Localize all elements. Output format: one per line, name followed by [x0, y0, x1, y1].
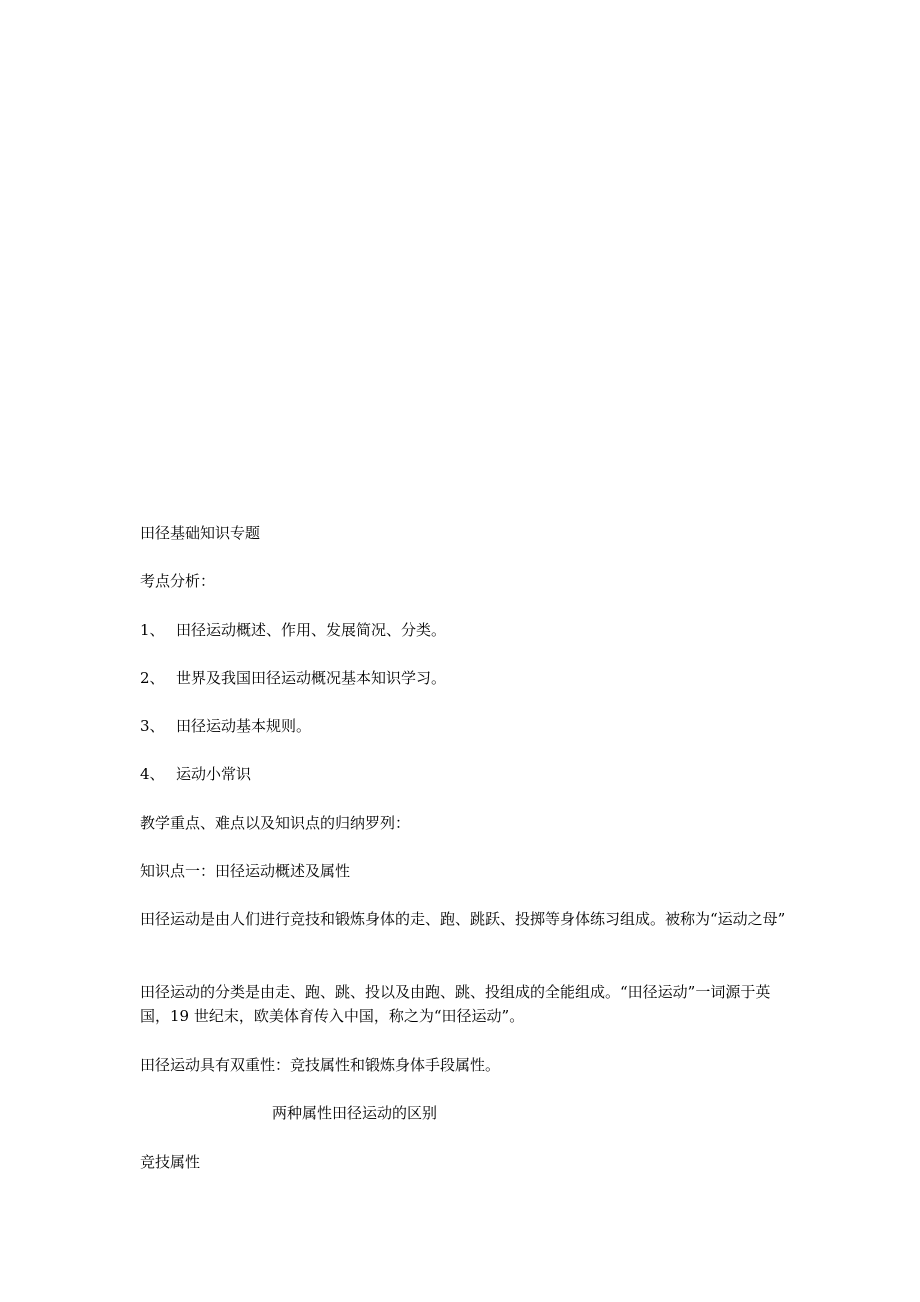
competitive-attribute-label: 竞技属性 [140, 1153, 201, 1171]
paragraph-definition: 田径运动是由人们进行竞技和锻炼身体的走、跑、跳跃、投掷等身体练习组成。被称为“运动之母” [140, 910, 786, 928]
exam-point-text: 田径运动概述、作用、发展简况、分类。 [176, 621, 447, 639]
exam-point-1 [140, 618, 446, 642]
exam-point-number: 2、 [140, 669, 165, 687]
exam-point-text: 运动小常识 [176, 765, 252, 783]
table-caption: 两种属性田径运动的区别 [272, 1104, 438, 1122]
exam-point-text: 田径运动基本规则。 [176, 717, 312, 735]
exam-point-3 [140, 714, 311, 738]
paragraph-dual-nature: 田径运动具有双重性：竞技属性和锻炼身体手段属性。 [140, 1056, 501, 1074]
exam-point-text: 世界及我国田径运动概况基本知识学习。 [176, 669, 447, 687]
exam-points-heading: 考点分析： [140, 572, 216, 590]
teaching-heading: 教学重点、难点以及知识点的归纳罗列： [140, 814, 411, 832]
paragraph-classification: 田径运动的分类是由走、跑、跳、投以及由跑、跳、投组成的全能组成。“田径运动”一词源于英国，19 世纪末，欧美体育传入中国，称之为“田径运动”。 [140, 983, 771, 1025]
document-title: 田径基础知识专题 [140, 524, 261, 542]
exam-point-number: 1、 [140, 621, 165, 639]
exam-point-number: 4、 [140, 765, 165, 783]
exam-point-2 [140, 666, 446, 690]
exam-point-number: 3、 [140, 717, 165, 735]
knowledge-one-heading: 知识点一：田径运动概述及属性 [140, 862, 351, 880]
exam-point-4 [140, 762, 251, 786]
